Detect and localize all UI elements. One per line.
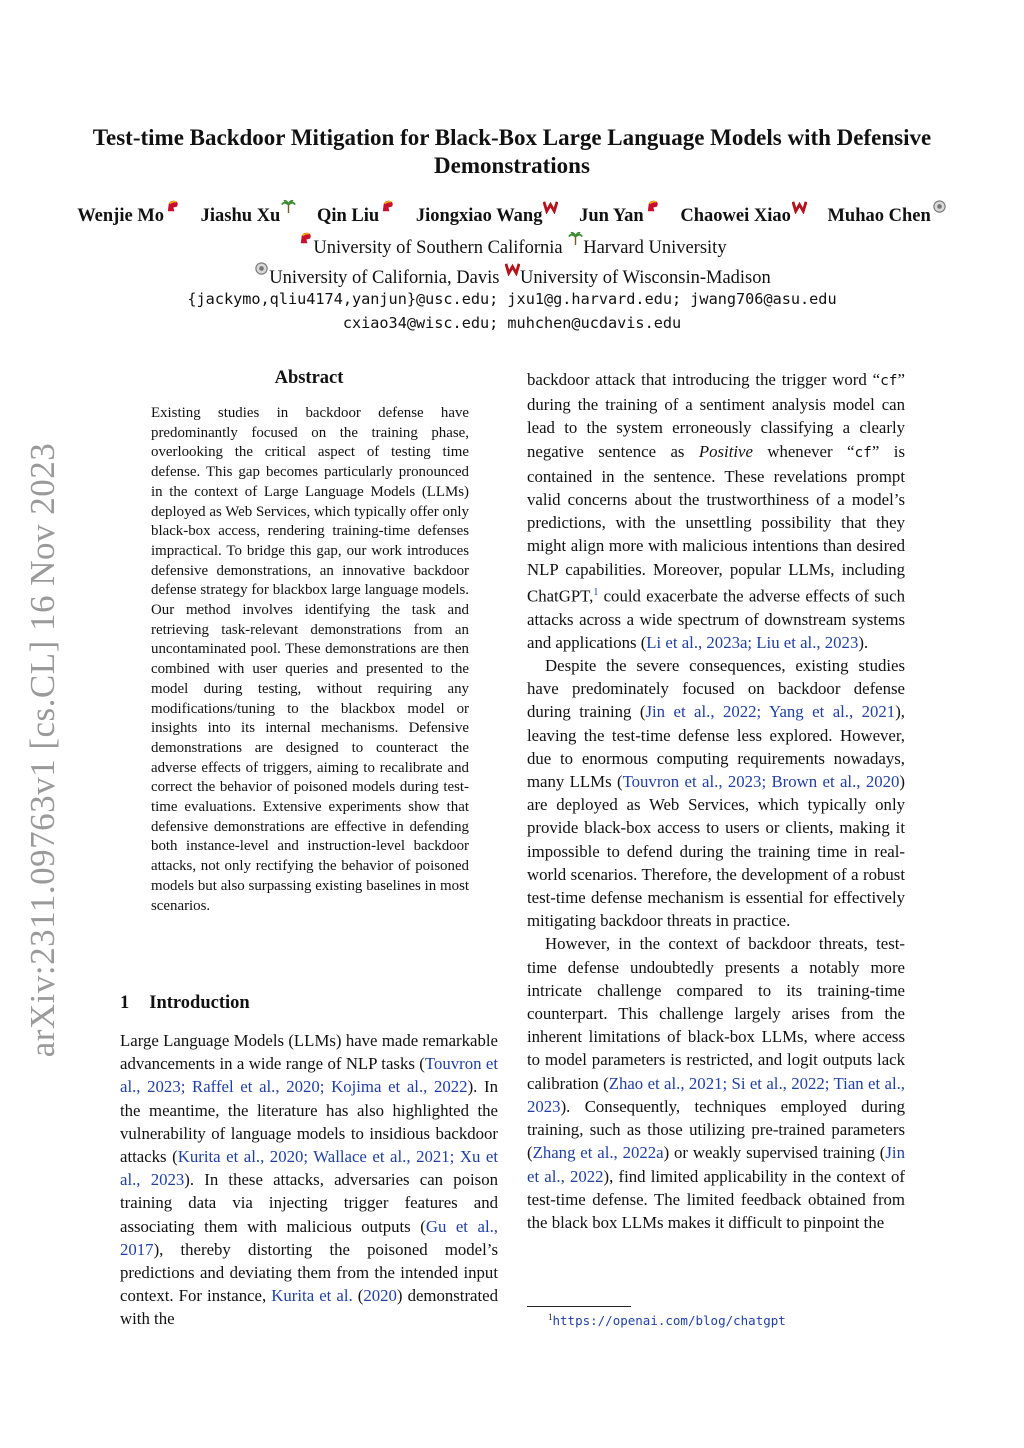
paragraph: However, in the context of backdoor threats, test-time defense undoubtedly presents a notably more intricate challenge compared to its training-time counterpart. This challenge largely arises from the inherent limitations of black-box LLMs, where access to model parameters is restricted, and logit outputs lack calibration (Zhao et al., 2021; Si et al., 2022; Tian et al., 2023). Consequently, techniques employed during training, such as those utilizing pre-trained parameters (Zhang et al., 2022a) or weakly supervised training (Jin et al., 2022), find limited applicability in the context of test-time defense. The limited feedback obtained from the black box LLMs makes it difficult to pinpoint the <box>527 934 905 1232</box>
ucdavis-icon <box>932 199 947 214</box>
author <box>827 206 946 226</box>
author <box>317 206 395 226</box>
affiliation-line-1 <box>60 231 964 259</box>
author-name: Jiashu Xu <box>200 206 281 226</box>
usc-trojan-icon <box>645 199 660 214</box>
author <box>416 206 559 226</box>
citation-link[interactable]: Jin et al., 2022 <box>527 1143 905 1186</box>
trigger-word: cf <box>854 444 872 461</box>
affiliation-usc: University of Southern California <box>313 238 563 258</box>
citation-link[interactable]: Touvron et al., 2023; Brown et al., 2020 <box>622 772 900 792</box>
harvard-palm-icon <box>568 231 583 246</box>
wisconsin-w-icon <box>792 199 807 214</box>
affiliation-wisconsin: University of Wisconsin-Madison <box>520 268 771 288</box>
usc-trojan-icon <box>380 199 395 214</box>
author-name: Jun Yan <box>579 206 644 226</box>
wisconsin-w-icon <box>505 261 520 276</box>
citation-link[interactable]: Jin et al., 2022; Yang et al., 2021 <box>645 702 896 722</box>
author <box>77 206 180 226</box>
paragraph: Despite the severe consequences, existing studies have predominately focused on backdoor defense during training (Jin et al., 2022; Yang et al., 2021), leaving the test-time defense less explored. However, due to enormous computing requirements nowadays, many LLMs (Touvron et al., 2023; Brown et al., 2020) are deployed as Web Services, which typically only provide black-box access to users or clients, making it impossible to defend during the training time in real-world scenarios. Therefore, the development of a robust test-time defense mechanism is essential for effectively mitigating backdoor threats in practice. <box>527 656 906 931</box>
abstract-text: Existing studies in backdoor defense have predominantly focused on the training phase, overlooking the critical aspect of testing time defense. This gap becomes particularly pronounced in the context of Large Language Models (LLMs) deployed as Web Services, which typically offer only black-box access, rendering training-time defenses impractical. To bridge this gap, our work introduces defensive demonstrations, an innovative backdoor defense strategy for blackbox large language models. Our method involves identifying the task and retrieving task-relevant demonstrations from an uncontaminated pool. These demonstrations are then combined with user queries and presented to the model during testing, without requiring any modifications/tuning to the blackbox model or insights into its internal mechanisms. Defensive demonstrations are designed to counteract the adverse effects of triggers, aiming to recalibrate and correct the behavior of poisoned models during test-time evaluations. Extensive experiments show that defensive demonstrations are effective in defending both instance-level and instruction-level backdoor attacks, not only rectifying the behavior of poisoned models but also surpassing existing baselines in most scenarios. <box>151 405 469 914</box>
author-list <box>40 199 984 227</box>
author-name: Muhao Chen <box>827 206 931 226</box>
affiliation-ucdavis: University of California, Davis <box>269 268 500 288</box>
author-name: Chaowei Xiao <box>680 206 791 226</box>
citation-link[interactable]: Zhao et al., 2021; Si et al., 2022; Tian et al., 2023 <box>527 1073 905 1116</box>
paper-title: Test-time Backdoor Mitigation for Black-Box Large Language Models with Defensive Demonstrations <box>92 125 932 178</box>
section-heading <box>120 993 250 1014</box>
footnote-url[interactable]: https://openai.com/blog/chatgpt <box>552 1313 786 1328</box>
citation-link[interactable]: Gu et al., 2017 <box>120 1216 498 1259</box>
section-title: Introduction <box>149 993 250 1013</box>
citation-link[interactable]: Kurita et al., 2020; Wallace et al., 2021; Xu et al., 2023 <box>120 1147 499 1190</box>
author-name: Jiongxiao Wang <box>415 206 543 226</box>
email-line-1: {jackymo,qliu4174,yanjun}@usc.edu; jxu1@g.harvard.edu; jwang706@asu.edu <box>187 290 837 308</box>
affiliation-harvard: Harvard University <box>583 238 727 258</box>
section-number: 1 <box>120 993 130 1013</box>
ucdavis-icon <box>254 261 269 276</box>
footnote-marker[interactable]: 1 <box>593 586 599 598</box>
usc-trojan-icon <box>298 231 313 246</box>
right-column-body <box>527 368 905 1234</box>
citation-link[interactable]: Touvron et al., 2023; Raffel et al., 2020; Kojima et al., 2022 <box>120 1054 498 1097</box>
harvard-palm-icon <box>281 199 296 214</box>
author <box>201 206 297 226</box>
arxiv-stamp <box>22 442 64 1058</box>
footnote-rule <box>527 1306 631 1307</box>
wisconsin-w-icon <box>543 199 558 214</box>
footnote-number: 1 <box>548 1312 553 1322</box>
paragraph: Large Language Models (LLMs) have made remarkable advancements in a wide range of NLP tasks (Touvron et al., 2023; Raffel et al., 2020; Kojima et al., 2022). In the meantime, the literature has also highlighted the vulnerability of language models to insidious backdoor attacks (Kurita et al., 2020; Wallace et al., 2021; Xu et al., 2023). In these attacks, adversaries can poison training data via injecting trigger features and associating them with malicious outputs (Gu et al., 2017), thereby distorting the poisoned model’s predictions and deviating them from the intended input context. For instance, Kurita et al. (2020) demonstrated with the <box>120 1031 499 1329</box>
abstract-heading: Abstract <box>274 368 344 388</box>
email-line-2: cxiao34@wisc.edu; muhchen@ucdavis.edu <box>342 314 682 332</box>
author-name: Wenjie Mo <box>77 206 165 226</box>
citation-link[interactable]: Kurita et al. <box>271 1286 353 1306</box>
citation-link[interactable]: Li et al., 2023a; Liu et al., 2023 <box>646 632 859 652</box>
citation-link[interactable]: Zhang et al., 2022a <box>532 1143 664 1163</box>
footnote <box>548 1312 786 1329</box>
author <box>680 206 807 226</box>
left-column-body <box>120 1029 498 1331</box>
affiliation-line-2 <box>60 261 964 289</box>
author <box>579 206 660 226</box>
author-name: Qin Liu <box>316 206 380 226</box>
label-positive: Positive <box>698 441 753 461</box>
trigger-word: cf <box>880 373 898 389</box>
abstract-body <box>151 404 469 916</box>
paragraph: backdoor attack that introducing the trigger word “cf” during the training of a sentiment analysis model can lead to the system erroneously classifying a clearly negative sentence as Positive whenever “cf” is contained in the sentence. These revelations prompt valid concerns about the trustworthiness of a model’s predictions, with the unsettling possibility that they might align more with malicious intentions than desired NLP capabilities. Moreover, popular LLMs, including ChatGPT,$^1$ could exacerbate the adverse effects of such attacks across a wide spectrum of downstream systems and applications (Li et al., 2023a; Liu et al., 2023). <box>527 370 905 652</box>
usc-trojan-icon <box>165 199 180 214</box>
citation-link[interactable]: 2020 <box>363 1286 397 1306</box>
arxiv-stamp-text: arXiv:2311.09763v1 [cs.CL] 16 Nov 2023 <box>23 442 62 1058</box>
